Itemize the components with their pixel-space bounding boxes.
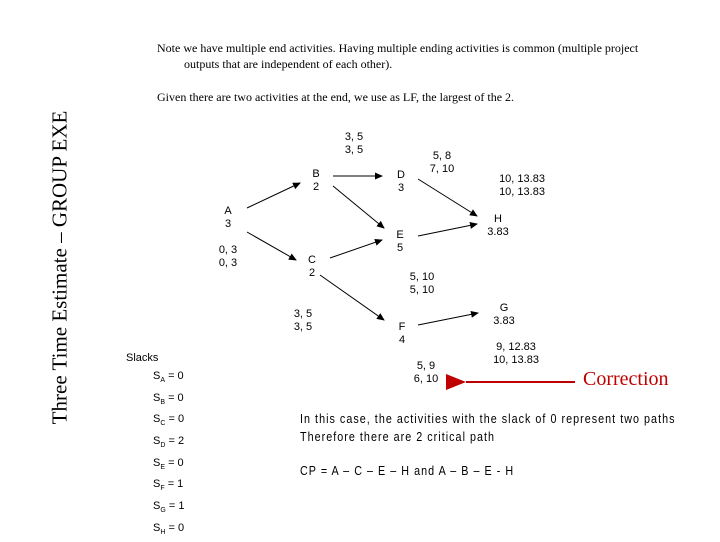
node-c-name: C	[308, 254, 316, 266]
node-h-duration: 3.83	[487, 226, 509, 238]
slack-f: $S_F = 1$	[153, 478, 184, 493]
arrow-e-h	[418, 224, 477, 236]
label-a	[208, 244, 248, 270]
label-c	[283, 308, 323, 334]
node-a	[216, 205, 240, 231]
slack-a: $S_A = 0$	[153, 370, 184, 385]
arrow-b-e	[333, 186, 384, 228]
node-f	[390, 321, 414, 347]
node-c-duration: 2	[308, 267, 316, 279]
label-d-ls-lf: 7, 10	[429, 163, 455, 175]
node-b-name: B	[312, 168, 320, 180]
slack-g: $S_G = 1$	[153, 500, 185, 515]
label-b-es-ef: 3, 5	[344, 131, 364, 143]
slacks-title: Slacks	[126, 352, 159, 364]
label-a-es-ef: 0, 3	[218, 244, 238, 256]
note-line-1: Note we have multiple end activities. Having multiple ending activities is common (multiple project	[157, 41, 639, 55]
arrow-f-g	[418, 313, 478, 325]
slack-c: $S_C = 0$	[153, 413, 185, 428]
arrow-c-f	[320, 275, 384, 320]
node-f-name: F	[398, 321, 406, 333]
label-h	[490, 173, 554, 199]
label-g-ls-lf: 10, 13.83	[493, 354, 539, 366]
node-d	[389, 169, 413, 195]
node-h	[478, 213, 518, 239]
label-d	[420, 150, 464, 176]
slacks-list	[153, 368, 184, 542]
node-f-duration: 4	[398, 334, 406, 346]
label-f	[404, 360, 448, 386]
label-f-es-ef: 5, 9	[416, 360, 436, 372]
label-e-ls-lf: 5, 10	[409, 284, 435, 296]
node-e-name: E	[396, 229, 404, 241]
label-c-ls-lf: 3, 5	[293, 321, 313, 333]
label-d-es-ef: 5, 8	[432, 150, 452, 162]
node-e	[388, 229, 412, 255]
arrow-a-b	[247, 183, 300, 208]
label-h-es-ef: 10, 13.83	[499, 173, 545, 185]
slack-h: $S_H = 0$	[153, 521, 185, 536]
explanation-line-1: In this case, the activities with the slack of 0 represent two paths	[300, 412, 676, 426]
slack-e: $S_E = 0$	[153, 456, 184, 471]
label-f-ls-lf: 6, 10	[413, 373, 439, 385]
node-d-duration: 3	[397, 182, 405, 194]
label-e-es-ef: 5, 10	[409, 271, 435, 283]
label-c-es-ef: 3, 5	[293, 308, 313, 320]
given-line: Given there are two activities at the end, we use as LF, the largest of the 2.	[157, 90, 515, 104]
arrow-d-h	[418, 179, 477, 216]
node-d-name: D	[397, 169, 405, 181]
node-b	[304, 168, 328, 194]
node-g-duration: 3.83	[493, 315, 515, 327]
note-line-2: outputs that are independent of each other).	[184, 57, 393, 71]
node-h-name: H	[494, 213, 502, 225]
node-a-duration: 3	[224, 218, 232, 230]
node-a-name: A	[224, 205, 232, 217]
node-g-name: G	[499, 302, 509, 314]
slack-d: $S_D = 2$	[153, 435, 185, 450]
label-a-ls-lf: 0, 3	[218, 257, 238, 269]
label-b-ls-lf: 3, 5	[344, 144, 364, 156]
label-g	[484, 341, 548, 367]
label-b	[334, 131, 374, 157]
label-g-es-ef: 9, 12.83	[496, 341, 536, 353]
side-title: Three Time Estimate – GROUP EXE	[47, 110, 72, 425]
arrow-a-c	[247, 232, 296, 260]
correction-label: Correction	[583, 368, 669, 390]
label-e	[400, 271, 444, 297]
arrow-c-e	[330, 240, 382, 258]
node-e-duration: 5	[396, 242, 404, 254]
node-c	[300, 254, 324, 280]
node-b-duration: 2	[312, 181, 320, 193]
node-g	[484, 302, 524, 328]
label-h-ls-lf: 10, 13.83	[499, 186, 545, 198]
explanation-line-2: Therefore there are 2 critical path	[300, 430, 496, 444]
critical-paths: CP = A – C – E – H and A – B – E - H	[300, 464, 515, 478]
slack-b: $S_B = 0$	[153, 391, 184, 406]
